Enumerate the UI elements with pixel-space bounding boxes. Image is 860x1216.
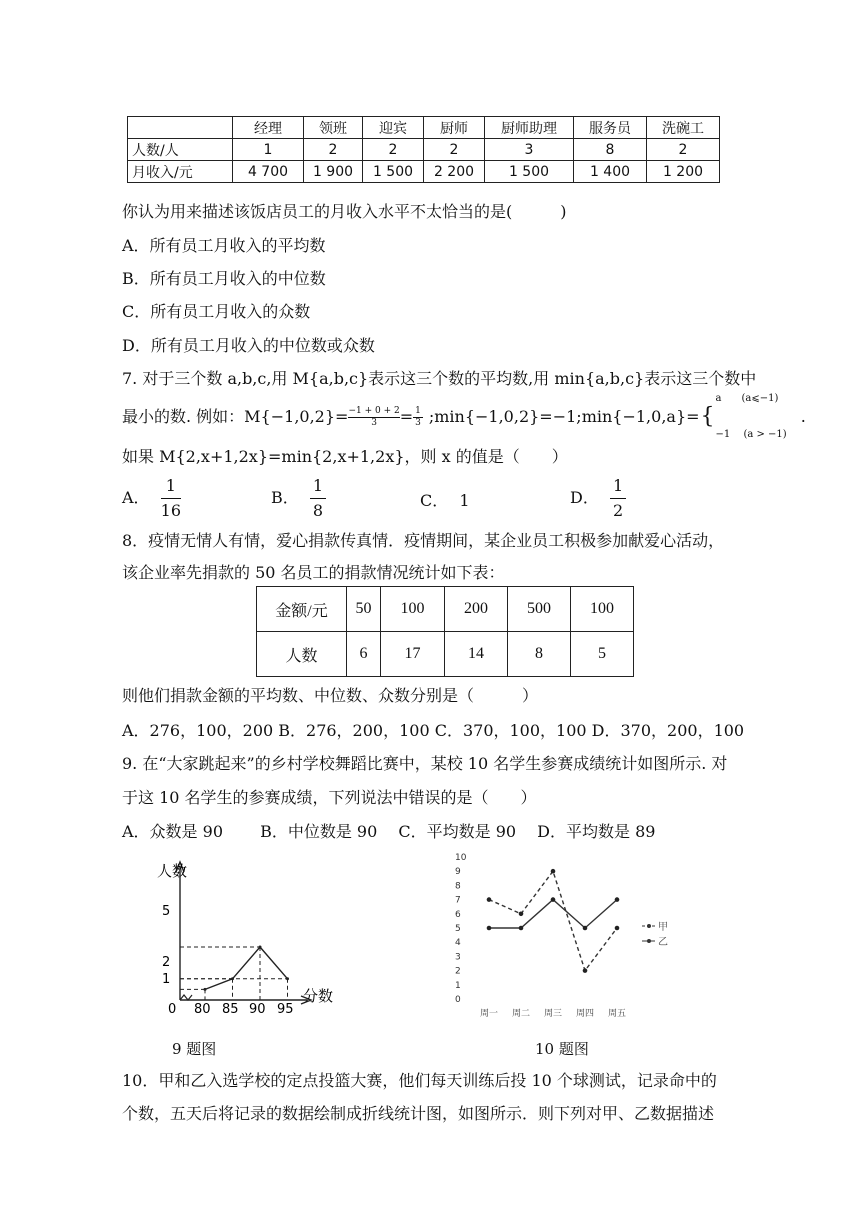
fig10-ytick: 6 bbox=[455, 909, 461, 920]
table-cell: 4 700 bbox=[233, 161, 304, 183]
fig9-xtick: 85 bbox=[222, 1002, 239, 1017]
donation-table bbox=[256, 586, 634, 677]
fig9-ytick: 2 bbox=[162, 955, 171, 970]
fig10-point bbox=[583, 926, 588, 931]
q6-option-d: D．所有员工月收入的中位数或众数 bbox=[122, 336, 375, 355]
fig10-marks bbox=[487, 869, 620, 973]
table-cell: 5 bbox=[571, 632, 634, 677]
table-cell: 1 400 bbox=[574, 161, 647, 183]
table-cell: 2 bbox=[424, 139, 485, 161]
option-label: C． bbox=[420, 491, 449, 510]
table-row bbox=[257, 632, 634, 677]
legend-marker bbox=[647, 939, 651, 943]
q7-option-a bbox=[122, 476, 181, 521]
table-row bbox=[257, 587, 634, 632]
fig9-ytick: 1 bbox=[162, 972, 171, 987]
q7-option-b bbox=[271, 476, 326, 521]
brace: { bbox=[700, 404, 715, 429]
case-line: a (a⩽−1) bbox=[715, 393, 779, 404]
fig10-xtick: 周二 bbox=[512, 1009, 531, 1019]
fig9-ytick: 5 bbox=[162, 904, 171, 919]
fig9-guides bbox=[180, 947, 288, 1000]
q6-option-c: C．所有员工月收入的众数 bbox=[122, 302, 311, 321]
option-value: 1 bbox=[459, 491, 470, 510]
q9-line2: 于这 10 名学生的参赛成绩，下列说法中错误的是（ ） bbox=[122, 788, 537, 807]
fig9-point bbox=[259, 946, 262, 949]
fig9-ylabel: 人数 bbox=[157, 862, 188, 880]
table-row bbox=[128, 117, 720, 139]
fig10-ytick: 0 bbox=[455, 995, 461, 1005]
fig10-ytick: 1 bbox=[455, 980, 461, 991]
fig10-point bbox=[615, 897, 620, 902]
table-cell: 2 bbox=[363, 139, 424, 161]
table-cell: 月收入/元 bbox=[128, 161, 233, 183]
table-cell: 100 bbox=[381, 587, 445, 632]
fraction bbox=[310, 476, 326, 521]
q7-option-c bbox=[420, 488, 470, 511]
q7-line2 bbox=[122, 393, 806, 440]
fig10-ytick: 5 bbox=[455, 924, 461, 934]
fraction bbox=[413, 406, 423, 429]
fig10-legend bbox=[642, 921, 668, 948]
legend-marker bbox=[647, 924, 651, 928]
fig9-caption: 9 题图 bbox=[172, 1040, 217, 1058]
fraction-numerator: −1 + 0 + 2 bbox=[348, 405, 400, 416]
table-cell: 1 900 bbox=[304, 161, 363, 183]
fig9-origin-label: 0 bbox=[168, 1002, 177, 1017]
fig10-point bbox=[551, 869, 556, 874]
table-cell: 厨师助理 bbox=[485, 117, 574, 139]
table-cell: 1 500 bbox=[485, 161, 574, 183]
table-cell: 领班 bbox=[304, 117, 363, 139]
fraction bbox=[610, 476, 626, 521]
fraction-denominator: 3 bbox=[371, 417, 377, 428]
case-line: −1 (a > −1) bbox=[715, 429, 787, 440]
table-cell: 6 bbox=[347, 632, 381, 677]
table-cell: 8 bbox=[574, 139, 647, 161]
q7-min-text: ;min{−1,0,2}=−1;min{−1,0,a}= bbox=[428, 407, 700, 426]
fig9-point bbox=[204, 988, 207, 991]
table-cell: 1 bbox=[233, 139, 304, 161]
fig9-line-chart bbox=[155, 852, 345, 1022]
q7-example-text: 最小的数. 例如：M{−1,0,2}= bbox=[122, 407, 349, 426]
fig9-point bbox=[286, 977, 289, 980]
fig9-xtick: 80 bbox=[194, 1002, 211, 1017]
piecewise-cases bbox=[716, 369, 787, 465]
fig10-line-chart bbox=[452, 852, 682, 1022]
fig10-point bbox=[519, 926, 524, 931]
table-cell: 17 bbox=[381, 632, 445, 677]
table-cell: 2 bbox=[304, 139, 363, 161]
table-cell: 50 bbox=[347, 587, 381, 632]
table-cell: 迎宾 bbox=[363, 117, 424, 139]
table-cell: 3 bbox=[485, 139, 574, 161]
q7-line3: 如果 M{2,x+1,2x}=min{2,x+1,2x}，则 x 的值是（ ） bbox=[122, 447, 568, 466]
fig9-xlabel: 分数 bbox=[303, 987, 334, 1005]
legend-label-jia: 甲 bbox=[658, 922, 668, 933]
fig10-xtick: 周四 bbox=[576, 1009, 595, 1019]
fig10-series-line-jia bbox=[489, 871, 617, 970]
q8-options: A．276，100，200 B．276，200，100 C．370，100，100 D．370，200，100 bbox=[122, 721, 745, 740]
fig10-point bbox=[487, 897, 492, 902]
fig10-point bbox=[583, 968, 588, 973]
q8-line2: 该企业率先捐款的 50 名员工的捐款情况统计如下表： bbox=[122, 563, 505, 582]
q8-stem: 则他们捐款金额的平均数、中位数、众数分别是（ ） bbox=[122, 686, 539, 705]
table-cell: 服务员 bbox=[574, 117, 647, 139]
q7-line1: 7. 对于三个数 a,b,c,用 M{a,b,c}表示这三个数的平均数,用 min{a,b,c}表示这三个数中 bbox=[122, 369, 757, 388]
table-row bbox=[128, 139, 720, 161]
fig10-ytick: 4 bbox=[455, 938, 461, 949]
fraction-denominator: 3 bbox=[415, 417, 421, 428]
fig10-caption: 10 题图 bbox=[535, 1040, 589, 1058]
q9-line1: 9. 在“大家跳起来”的乡村学校舞蹈比赛中，某校 10 名学生参赛成绩统计如图所示. 对 bbox=[122, 754, 728, 773]
table-cell: 人数/人 bbox=[128, 139, 233, 161]
table-cell: 8 bbox=[508, 632, 571, 677]
table-cell: 2 bbox=[647, 139, 720, 161]
equals-sign: = bbox=[399, 407, 414, 426]
fig9-axis-break bbox=[180, 995, 192, 1000]
fig10-xtick: 周三 bbox=[544, 1009, 563, 1019]
table-cell bbox=[128, 117, 233, 139]
table-cell: 洗碗工 bbox=[647, 117, 720, 139]
table-cell: 2 200 bbox=[424, 161, 485, 183]
fig10-xticks bbox=[480, 1008, 626, 1019]
fig10-xtick: 周五 bbox=[608, 1009, 627, 1019]
legend-label-yi: 乙 bbox=[658, 937, 668, 948]
fig10-xtick: 周一 bbox=[480, 1009, 499, 1019]
fraction bbox=[161, 476, 181, 521]
fig10-ytick: 3 bbox=[455, 952, 461, 963]
table-cell: 14 bbox=[445, 632, 508, 677]
fraction bbox=[348, 406, 399, 429]
option-label: A． bbox=[122, 488, 150, 507]
fig10-ytick: 9 bbox=[455, 867, 461, 878]
q6-stem: 你认为用来描述该饭店员工的月收入水平不太恰当的是( ) bbox=[122, 202, 567, 221]
fig10-ytick: 7 bbox=[455, 895, 461, 906]
fig9-axes bbox=[176, 862, 311, 1004]
table-cell: 人数 bbox=[257, 632, 347, 677]
fraction-denominator: 8 bbox=[312, 501, 324, 520]
table-cell: 厨师 bbox=[424, 117, 485, 139]
fraction-denominator: 16 bbox=[160, 501, 182, 520]
q10-line2: 个数，五天后将记录的数据绘制成折线统计图，如图所示．则下列对甲、乙数据描述 bbox=[122, 1104, 715, 1123]
staff-income-table bbox=[127, 116, 720, 183]
fig10-ytick: 8 bbox=[455, 881, 461, 892]
fig9-series-line bbox=[205, 947, 288, 989]
fig9-xtick: 90 bbox=[249, 1002, 266, 1017]
table-cell: 经理 bbox=[233, 117, 304, 139]
fig10-ytick: 2 bbox=[455, 966, 461, 977]
fraction-numerator: 1 bbox=[610, 476, 626, 499]
fraction-numerator: 1 bbox=[161, 476, 181, 499]
fig10-point bbox=[519, 912, 524, 917]
q6-option-b: B．所有员工月收入的中位数 bbox=[122, 269, 326, 288]
period: . bbox=[800, 407, 806, 426]
table-cell: 200 bbox=[445, 587, 508, 632]
table-cell: 500 bbox=[508, 587, 571, 632]
table-cell: 1 500 bbox=[363, 161, 424, 183]
fig10-point bbox=[551, 897, 556, 902]
fig10-series-line-yi bbox=[489, 900, 617, 928]
table-cell: 金额/元 bbox=[257, 587, 347, 632]
table-cell: 1 200 bbox=[647, 161, 720, 183]
table-cell: 100 bbox=[571, 587, 634, 632]
fig10-ytick: 10 bbox=[455, 853, 467, 863]
q6-option-a: A．所有员工月收入的平均数 bbox=[122, 236, 326, 255]
fraction-denominator: 2 bbox=[612, 501, 624, 520]
fig9-point bbox=[231, 977, 234, 980]
table-row bbox=[128, 161, 720, 183]
fraction-numerator: 1 bbox=[310, 476, 326, 499]
fig10-point bbox=[615, 926, 620, 931]
option-label: B． bbox=[271, 488, 299, 507]
fig10-point bbox=[487, 926, 492, 931]
q8-line1: 8．疫情无情人有情，爱心捐款传真情．疫情期间，某企业员工积极参加献爱心活动， bbox=[122, 531, 725, 550]
fig10-yticks bbox=[455, 853, 467, 1005]
fig9-marks bbox=[204, 946, 290, 991]
q10-line1: 10．甲和乙入选学校的定点投篮大赛，他们每天训练后投 10 个球测试，记录命中的 bbox=[122, 1071, 717, 1090]
fraction-numerator: 1 bbox=[415, 405, 421, 416]
option-label: D． bbox=[570, 488, 599, 507]
fig9-xtick: 95 bbox=[277, 1002, 294, 1017]
q7-option-d bbox=[570, 476, 626, 521]
q9-options: A．众数是 90 B．中位数是 90 C．平均数是 90 D．平均数是 89 bbox=[122, 822, 656, 841]
